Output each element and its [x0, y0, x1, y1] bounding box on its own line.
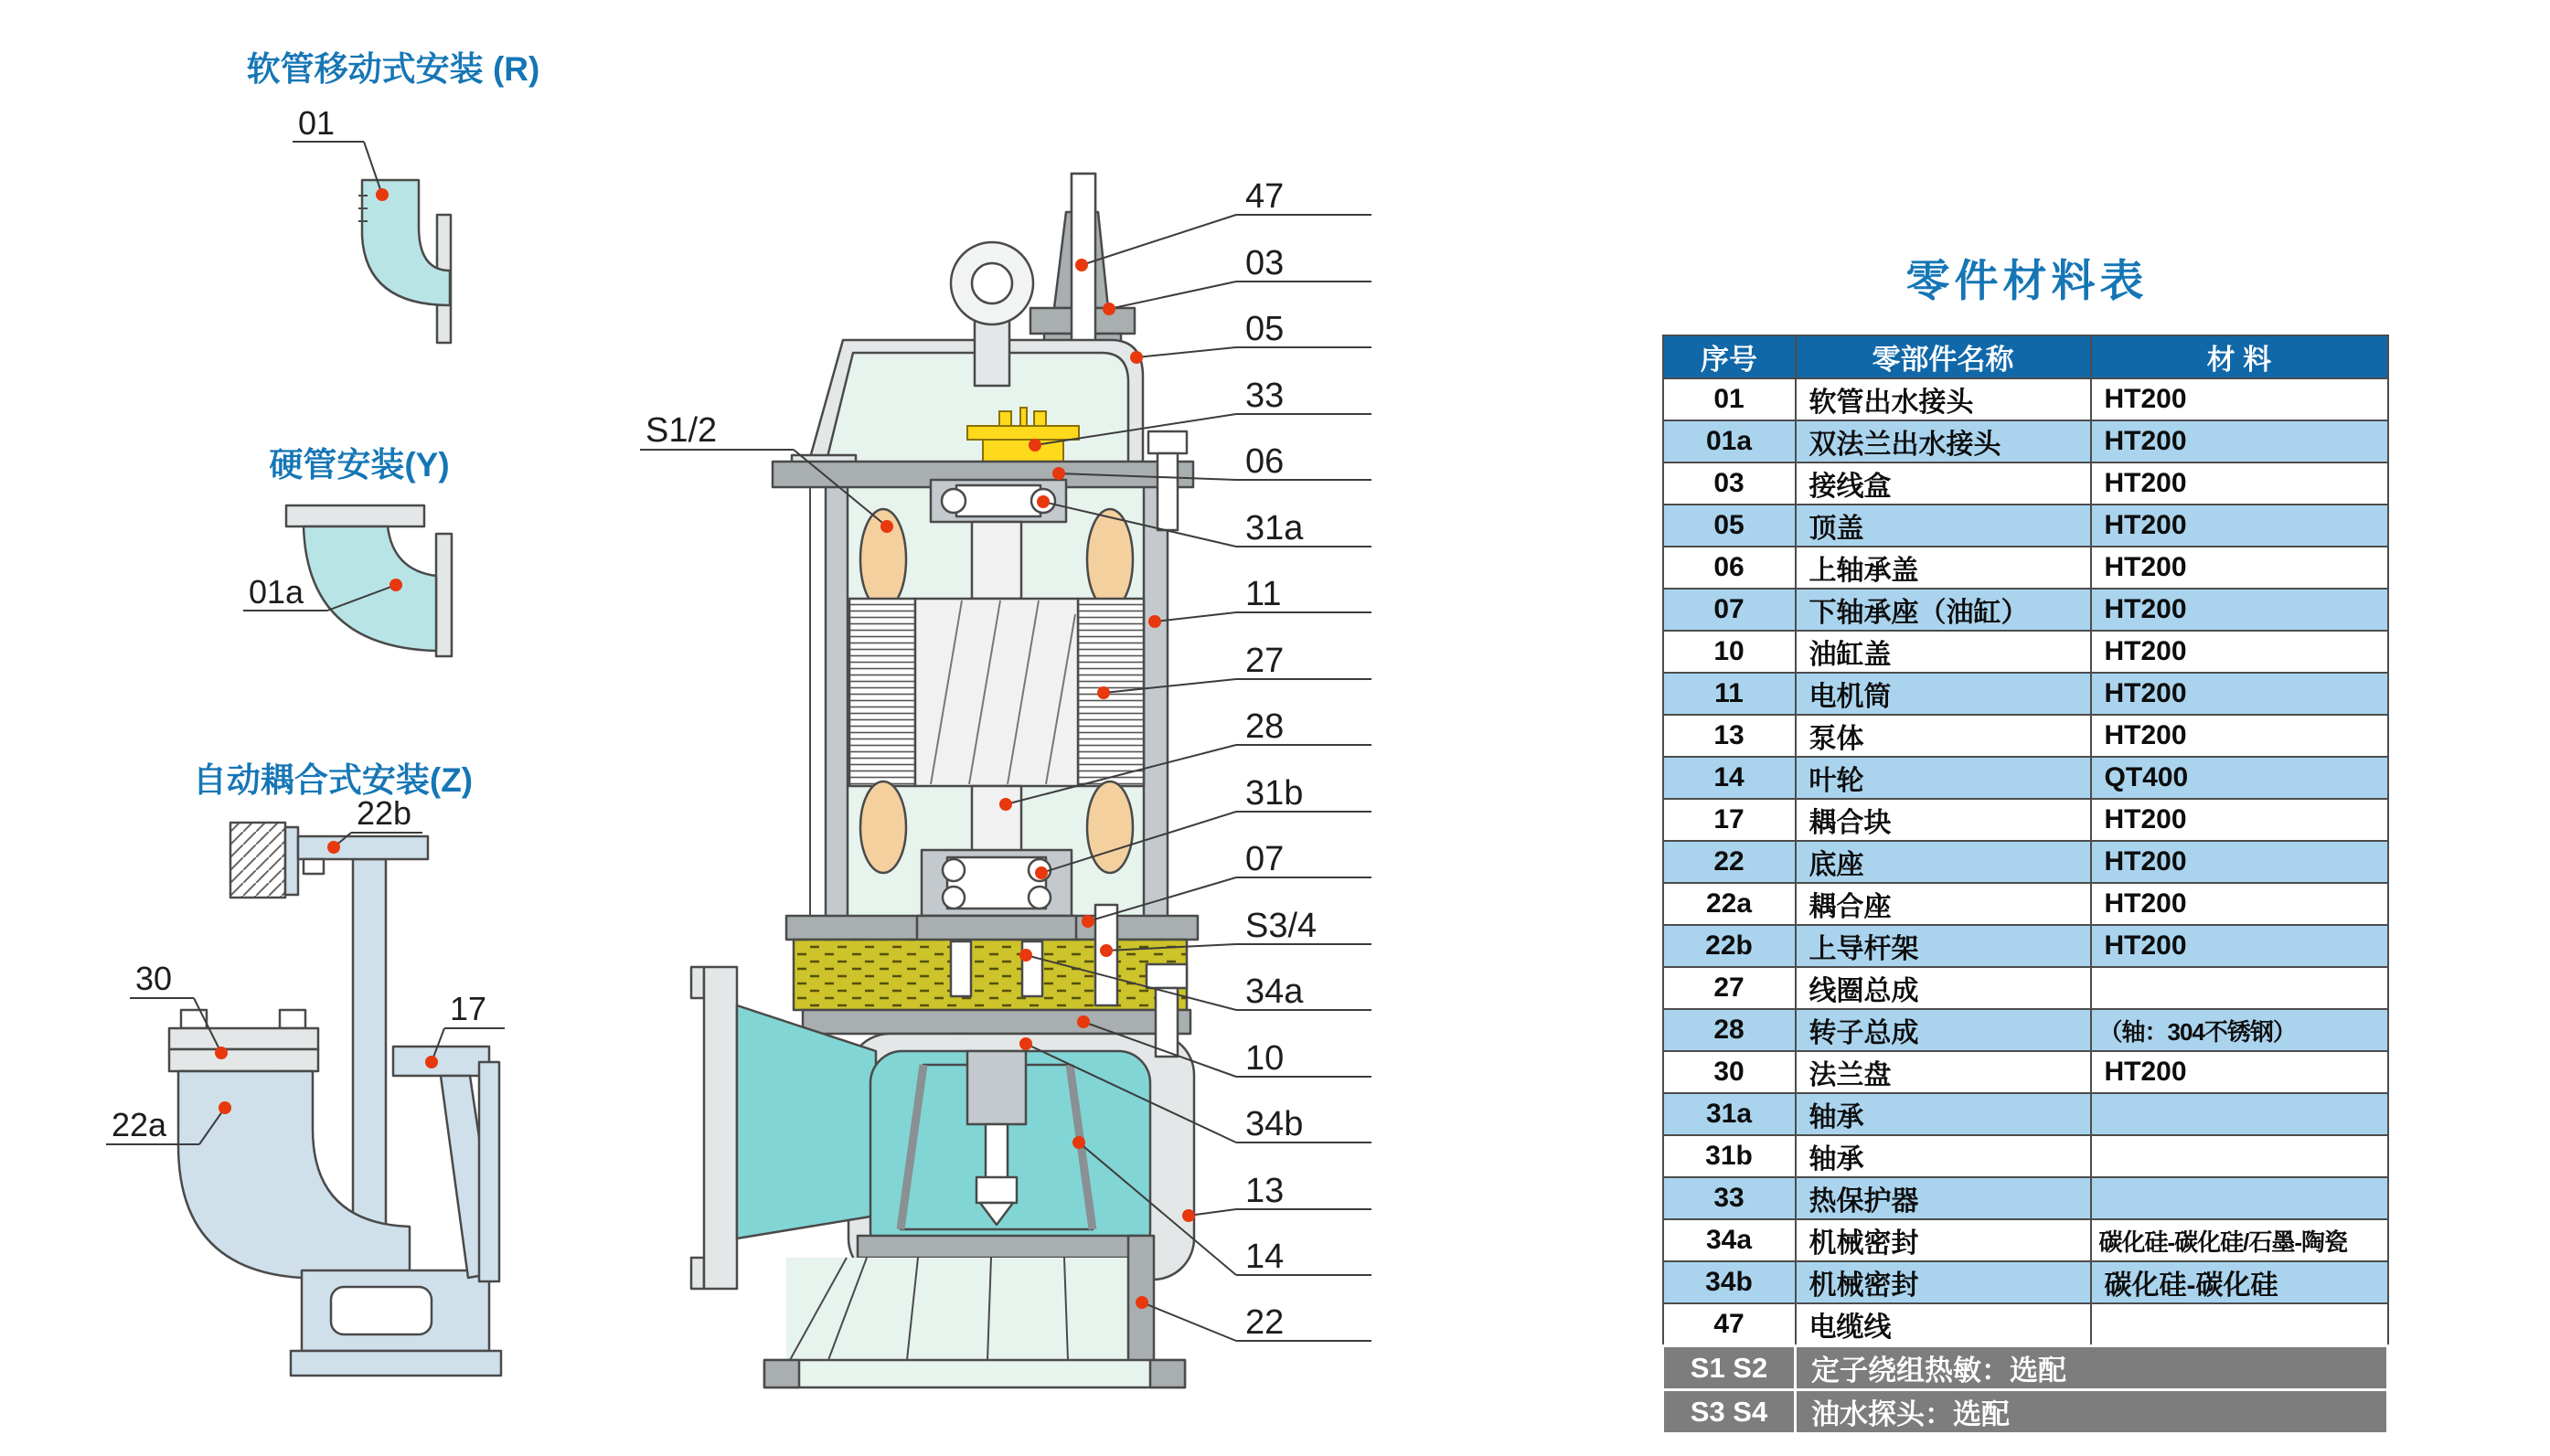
cover-bolt-head [1148, 431, 1187, 453]
option-desc-cell: 油水探头：选配 [1796, 1390, 2388, 1434]
part-name-cell: 轴承 [1796, 1135, 2091, 1177]
leader-dot [1148, 615, 1161, 628]
part-number-cell: 17 [1663, 799, 1796, 841]
lower-bearing [922, 850, 1072, 916]
part-number-cell: 28 [1663, 1009, 1796, 1051]
oil-chamber-cover [803, 1010, 1190, 1034]
coupling-claw [393, 1047, 489, 1076]
callout-label: 31b [1245, 774, 1304, 813]
part-name-cell: 热保护器 [1796, 1177, 2091, 1219]
part-material-cell: QT400 [2091, 757, 2388, 799]
part-number-cell: 34b [1663, 1261, 1796, 1303]
motor-housing-left [826, 484, 848, 917]
table-row [1663, 420, 2388, 462]
winding-end-bottom-right [1087, 781, 1133, 873]
table-row [1663, 1051, 2388, 1093]
header-material: 材 料 [2091, 335, 2388, 378]
table-row [1663, 1093, 2388, 1135]
callout-label: 05 [1245, 310, 1285, 348]
part-material-cell: HT200 [2091, 631, 2388, 673]
part-material-cell: HT200 [2091, 547, 2388, 589]
table-row [1663, 841, 2388, 883]
part-number-cell: 22 [1663, 841, 1796, 883]
callout-label: 01a [249, 573, 304, 611]
mechanical-seal-upper [951, 941, 971, 996]
part-material-cell: HT200 [2091, 462, 2388, 505]
part-number-cell: 47 [1663, 1303, 1796, 1346]
part-name-cell: 线圈总成 [1796, 967, 2091, 1009]
base-plate [291, 1351, 501, 1376]
discharge-channel [737, 1005, 876, 1238]
rigid-top-flange [286, 505, 424, 526]
leader-line [1189, 1209, 1236, 1216]
part-number-cell: 14 [1663, 757, 1796, 799]
base-cutout [331, 1287, 432, 1334]
leader-dot [1075, 259, 1088, 271]
part-name-cell: 双法兰出水接头 [1796, 420, 2091, 462]
leader-dot [999, 798, 1012, 811]
callout-label: 03 [1245, 244, 1285, 282]
part-name-cell: 轴承 [1796, 1093, 2091, 1135]
part-material-cell: HT200 [2091, 589, 2388, 631]
table-row [1663, 1219, 2388, 1261]
table-row [1663, 547, 2388, 589]
part-name-cell: 机械密封 [1796, 1219, 2091, 1261]
table-row [1663, 967, 2388, 1009]
flange-bolt [181, 1010, 207, 1028]
callout-label: 13 [1245, 1172, 1285, 1210]
part-material-cell: HT200 [2091, 883, 2388, 925]
leader-dot [1029, 439, 1041, 452]
upper-shaft [972, 522, 1021, 599]
table-row [1663, 799, 2388, 841]
callout-label: 34a [1245, 972, 1304, 1011]
part-name-cell: 法兰盘 [1796, 1051, 2091, 1093]
part-material-cell: HT200 [2091, 1051, 2388, 1093]
leader-dot [1037, 495, 1050, 508]
leader-dot [425, 1056, 438, 1068]
leader-dot [1097, 686, 1110, 699]
leader-dot [1077, 1015, 1090, 1028]
part-number-cell: 33 [1663, 1177, 1796, 1219]
cover-bolt-shank [1158, 453, 1178, 530]
table-row [1663, 505, 2388, 547]
flange-disc-bottom [169, 1049, 318, 1071]
option-desc-cell: 定子绕组热敏：选配 [1796, 1346, 2388, 1390]
callout-label: 07 [1245, 840, 1285, 878]
table-row [1663, 1009, 2388, 1051]
table-row [1663, 715, 2388, 757]
option-row [1663, 1390, 2388, 1434]
part-name-cell: 接线盒 [1796, 462, 2091, 505]
part-material-cell: HT200 [2091, 505, 2388, 547]
leader-dot [1182, 1209, 1195, 1222]
part-name-cell: 上轴承盖 [1796, 547, 2091, 589]
part-number-cell: 34a [1663, 1219, 1796, 1261]
option-code-cell: S1 S2 [1663, 1346, 1796, 1390]
hose-installation-diagram [358, 180, 451, 343]
leader-line [1109, 282, 1236, 309]
leader-line [1142, 1302, 1236, 1341]
option-row [1663, 1346, 2388, 1390]
winding-end-bottom-left [860, 781, 906, 873]
part-name-cell: 泵体 [1796, 715, 2091, 757]
table-row [1663, 1135, 2388, 1177]
bracket-bolt [304, 859, 324, 874]
part-material-cell [2091, 1177, 2388, 1219]
leader-line [1082, 215, 1236, 265]
part-name-cell: 耦合块 [1796, 799, 2091, 841]
part-material-cell: HT200 [2091, 925, 2388, 967]
part-material-cell: HT200 [2091, 715, 2388, 757]
part-name-cell: 软管出水接头 [1796, 378, 2091, 420]
motor-housing-right [1144, 484, 1168, 917]
leader-dot [1136, 1296, 1148, 1309]
part-material-cell [2091, 1093, 2388, 1135]
upper-guide-bracket [298, 836, 428, 859]
callout-label: 47 [1245, 177, 1285, 216]
part-number-cell: 01 [1663, 378, 1796, 420]
leader-dot [376, 188, 389, 201]
part-number-cell: 03 [1663, 462, 1796, 505]
part-name-cell: 机械密封 [1796, 1261, 2091, 1303]
part-name-cell: 耦合座 [1796, 883, 2091, 925]
rigid-side-flange [436, 534, 452, 656]
table-row [1663, 1177, 2388, 1219]
callout-label: 01 [298, 104, 336, 142]
part-material-cell: HT200 [2091, 841, 2388, 883]
part-number-cell: 01a [1663, 420, 1796, 462]
part-number-cell: 22b [1663, 925, 1796, 967]
callout-label: 06 [1245, 442, 1285, 481]
callout-label: 22a [112, 1106, 167, 1143]
table-row [1663, 883, 2388, 925]
part-number-cell: 11 [1663, 673, 1796, 715]
leader-dot [880, 520, 893, 533]
part-name-cell: 底座 [1796, 841, 2091, 883]
part-name-cell: 电缆线 [1796, 1303, 2091, 1346]
callout-label: 10 [1245, 1039, 1285, 1078]
body-bolt-shank [1156, 988, 1178, 1057]
table-header-row [1663, 335, 2388, 378]
discharge-flange [704, 967, 737, 1289]
table-row [1663, 378, 2388, 420]
callout-label: S3/4 [1245, 907, 1318, 945]
part-number-cell: 27 [1663, 967, 1796, 1009]
callout-label: 33 [1245, 377, 1285, 415]
part-material-cell [2091, 1135, 2388, 1177]
stator-core-left [849, 599, 915, 786]
part-number-cell: 31a [1663, 1093, 1796, 1135]
flange-disc-top [169, 1028, 318, 1049]
leader-dot [1072, 1136, 1085, 1149]
callout-label: S1/2 [646, 411, 718, 450]
leader-dot [1019, 1037, 1032, 1050]
leader-dot [1019, 949, 1032, 962]
base-stand [764, 1236, 1185, 1387]
parts-table-title: 零件材料表 [1905, 257, 2149, 306]
part-name-cell: 转子总成 [1796, 1009, 2091, 1051]
callout-label: 28 [1245, 707, 1285, 746]
table-row [1663, 631, 2388, 673]
part-name-cell: 电机筒 [1796, 673, 2091, 715]
leader-dot [1130, 351, 1143, 364]
part-name-cell: 上导杆架 [1796, 925, 2091, 967]
callout-label: 22 [1245, 1303, 1285, 1342]
wall-plate [285, 827, 298, 895]
leader-dot [1035, 866, 1048, 879]
callout-label: 31a [1245, 509, 1304, 547]
part-material-cell: HT200 [2091, 673, 2388, 715]
table-row [1663, 757, 2388, 799]
rigid-installation-diagram [286, 505, 452, 656]
part-name-cell: 油缸盖 [1796, 631, 2091, 673]
parts-material-table [1661, 335, 2389, 1435]
part-number-cell: 05 [1663, 505, 1796, 547]
table-row [1663, 1261, 2388, 1303]
part-number-cell: 07 [1663, 589, 1796, 631]
callout-label: 11 [1245, 575, 1282, 613]
part-material-cell: HT200 [2091, 799, 2388, 841]
pump-cross-section [691, 174, 1198, 1387]
leader-dot [389, 579, 402, 591]
leader-dot [219, 1101, 231, 1114]
leader-dot [1103, 303, 1115, 315]
leader-dot [1100, 944, 1113, 957]
part-name-cell: 叶轮 [1796, 757, 2091, 799]
part-material-cell: 碳化硅-碳化硅 [2091, 1261, 2388, 1303]
part-material-cell: HT200 [2091, 420, 2388, 462]
part-name-cell: 顶盖 [1796, 505, 2091, 547]
rigid-elbow [304, 526, 436, 651]
table-row [1663, 462, 2388, 505]
header-part-name: 零部件名称 [1796, 335, 2091, 378]
callout-label: 22b [357, 794, 412, 832]
wall-section [230, 823, 285, 898]
coupling-installation-diagram [169, 823, 501, 1376]
impeller [901, 1051, 1093, 1229]
callout-label: 17 [450, 990, 487, 1027]
callout-label: 14 [1245, 1238, 1285, 1276]
winding-end-top-right [1087, 509, 1133, 610]
table-row [1663, 925, 2388, 967]
leader-dot [327, 841, 340, 854]
part-number-cell: 30 [1663, 1051, 1796, 1093]
part-material-cell [2091, 1303, 2388, 1346]
coupling-installation-title: 自动耦合式安装(Z) [192, 761, 474, 799]
flange-bolt [280, 1010, 305, 1028]
part-name-cell: 下轴承座（油缸） [1796, 589, 2091, 631]
part-number-cell: 22a [1663, 883, 1796, 925]
leader-dot [1052, 467, 1065, 480]
body-bolt-head [1147, 964, 1187, 988]
part-material-cell: HT200 [2091, 378, 2388, 420]
part-material-cell: 碳化硅-碳化硅/石墨-陶瓷 [2091, 1219, 2388, 1261]
part-number-cell: 10 [1663, 631, 1796, 673]
claw-plate [479, 1062, 499, 1281]
part-number-cell: 31b [1663, 1135, 1796, 1177]
table-row [1663, 1303, 2388, 1346]
callout-label: 34b [1245, 1105, 1304, 1143]
leader-line [1136, 347, 1236, 357]
header-number: 序号 [1663, 335, 1796, 378]
table-row [1663, 589, 2388, 631]
rotor [915, 599, 1078, 786]
leader-dot [215, 1047, 228, 1059]
suction-plate [858, 1236, 1147, 1258]
part-number-cell: 06 [1663, 547, 1796, 589]
rigid-installation-title: 硬管安装(Y) [269, 446, 450, 484]
part-number-cell: 13 [1663, 715, 1796, 757]
callout-label: 27 [1245, 642, 1285, 680]
part-material-cell [2091, 967, 2388, 1009]
callout-label: 30 [135, 960, 173, 997]
table-row [1663, 673, 2388, 715]
part-material-cell: （轴：304不锈钢） [2091, 1009, 2388, 1051]
option-code-cell: S3 S4 [1663, 1390, 1796, 1434]
leader-dot [1082, 915, 1094, 928]
hose-installation-title: 软管移动式安装 (R) [246, 50, 540, 88]
